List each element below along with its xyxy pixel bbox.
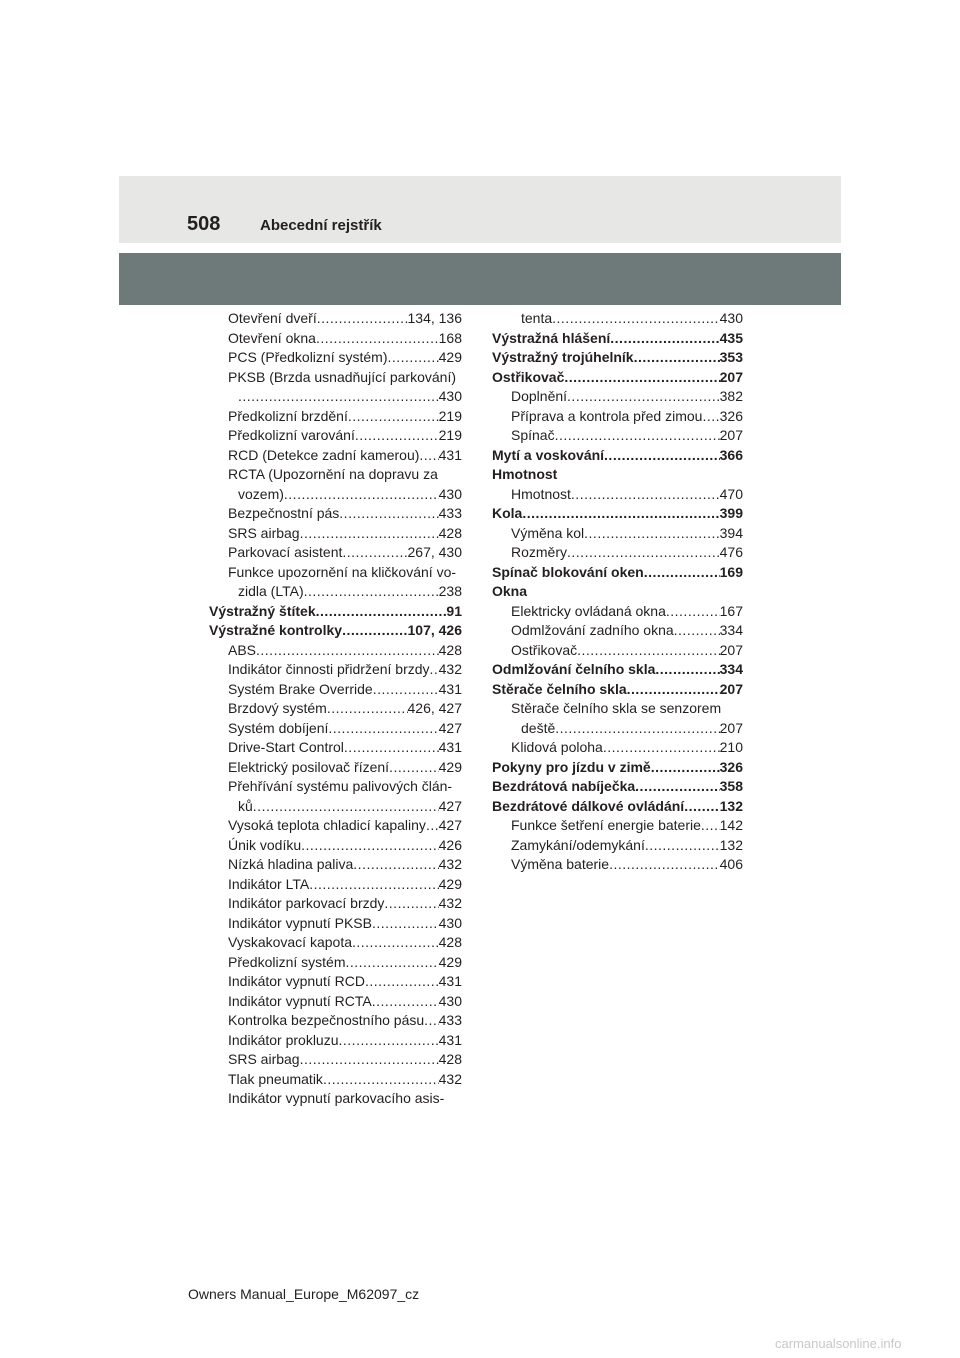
dot-leader: [645, 836, 720, 856]
index-entry-page: 399: [719, 505, 743, 521]
index-entry-label: Otevření dveří: [228, 310, 317, 326]
index-entry-page: 428: [438, 524, 462, 541]
dot-leader: [684, 797, 719, 817]
index-entry-page: 430: [438, 485, 462, 502]
index-entry-page: 210: [719, 739, 743, 755]
index-entry-page: 432: [438, 661, 462, 677]
index-entry-page: 429: [438, 758, 462, 775]
index-column-right: [492, 309, 743, 875]
index-entry: [209, 582, 462, 602]
index-entry-label: Ostřikovač: [511, 641, 578, 658]
index-entry-label: Příprava a kontrola před zimou: [511, 407, 703, 424]
dot-leader: [316, 602, 447, 622]
index-entry-label: Pokyny pro jízdu v zimě: [492, 758, 651, 775]
index-entry-label: Systém Brake Override: [228, 680, 373, 697]
index-entry: [492, 602, 743, 622]
index-entry: [209, 504, 462, 524]
index-entry-label: ABS: [228, 641, 257, 658]
index-entry: [209, 680, 462, 700]
index-entry-label: tenta: [521, 310, 553, 326]
index-entry-label: Indikátor vypnutí RCD: [228, 973, 365, 989]
index-entry: [492, 641, 743, 661]
dot-leader: [339, 1031, 439, 1051]
index-entry: [209, 992, 462, 1012]
index-entry-page: 207: [719, 680, 743, 697]
index-entry-label: Indikátor vypnutí PKSB: [228, 914, 372, 931]
dot-leader: [342, 543, 407, 563]
index-entry-page: 431: [438, 739, 462, 755]
dot-leader: [666, 602, 720, 622]
index-entry-page: 394: [719, 524, 743, 541]
index-entry-label: Elektricky ovládaná okna: [511, 602, 666, 619]
dot-leader: [304, 582, 439, 602]
watermark: carmanualsonline.info: [775, 1336, 902, 1351]
index-entry-page: 219: [438, 427, 462, 443]
index-entry-page: 207: [719, 719, 743, 736]
index-entry-page: 426: [438, 836, 462, 853]
index-entry-page: 427: [438, 797, 462, 814]
index-entry-page: 428: [438, 641, 462, 658]
index-heading-text: Funkce upozornění na kličkování vo-: [228, 563, 457, 580]
index-entry-label: Tlak pneumatik: [228, 1070, 323, 1087]
index-entry: [209, 1011, 462, 1031]
dot-leader: [555, 426, 720, 446]
index-entry: [492, 738, 743, 758]
dot-leader: [674, 621, 720, 641]
index-entry: [209, 758, 462, 778]
dot-leader: [345, 953, 438, 973]
index-entry-label: PCS (Předkolizní systém): [228, 349, 388, 365]
index-entry: [209, 426, 462, 446]
index-entry-page: 334: [719, 622, 743, 638]
index-entry-label: Indikátor vypnutí RCTA: [228, 992, 372, 1009]
index-entry-page: 334: [719, 661, 743, 677]
index-entry-label: Odmlžování zadního okna: [511, 622, 674, 638]
index-entry: [492, 563, 743, 583]
index-entry-label: SRS airbag: [228, 524, 300, 541]
index-entry-label: Bezpečnostní pás: [228, 505, 340, 521]
index-entry-label: Únik vodíku: [228, 836, 302, 853]
index-entry-page: 432: [438, 1070, 462, 1087]
index-entry-page: 238: [438, 583, 462, 599]
index-entry-label: RCD (Detekce zadní kamerou): [228, 446, 420, 463]
dot-leader: [389, 758, 439, 778]
index-entry: [209, 719, 462, 739]
index-entry-label: Kontrolka bezpečnostního pásu: [228, 1012, 425, 1028]
index-entry-label: SRS airbag: [228, 1051, 300, 1067]
index-entry-label: Předkolizní varování: [228, 427, 355, 443]
index-entry: [209, 1070, 462, 1090]
dot-leader: [651, 758, 720, 778]
index-entry-page: 430: [438, 992, 462, 1009]
index-entry-page: 430: [438, 388, 462, 404]
index-entry: [209, 641, 462, 661]
dot-leader: [309, 875, 438, 895]
index-heading-text: RCTA (Upozornění na dopravu za: [228, 466, 438, 482]
index-entry-page: 429: [438, 349, 462, 365]
index-entry-page: 326: [719, 407, 743, 424]
index-entry-label: Doplnění: [511, 388, 568, 404]
index-entry: [209, 660, 462, 680]
index-entry: [492, 387, 743, 407]
index-entry-page: 427: [438, 719, 462, 736]
index-entry-label: Indikátor prokluzu: [228, 1031, 339, 1048]
index-entry: [492, 660, 743, 680]
index-entry-page: 433: [438, 1012, 462, 1028]
index-entry: [492, 543, 743, 563]
index-entry-page: 169: [719, 563, 743, 580]
index-entry-label: Ostřikovač: [492, 368, 565, 385]
index-entry-label: Rozměry: [511, 544, 568, 560]
index-entry-label: Systém dobíjení: [228, 719, 329, 736]
index-entry-label: Výstražná hlášení: [492, 329, 611, 346]
dot-leader: [555, 719, 719, 739]
dot-leader: [344, 738, 439, 758]
index-entry-label: Nízká hladina paliva: [228, 856, 354, 872]
index-entry: [209, 348, 462, 368]
dot-leader: [238, 387, 439, 407]
index-entry-page: 358: [719, 778, 743, 794]
dot-leader: [584, 524, 719, 544]
dot-leader: [384, 894, 438, 914]
dot-leader: [426, 816, 439, 836]
index-entry: [492, 524, 743, 544]
index-entry-label: Stěrače čelního skla: [492, 680, 627, 697]
dot-leader: [284, 485, 439, 505]
dot-leader: [355, 426, 439, 446]
index-entry: [492, 368, 743, 388]
index-entry: [209, 407, 462, 427]
index-entry-page: 142: [719, 817, 743, 833]
index-entry-page: 219: [438, 407, 462, 424]
index-heading-text: Hmotnost: [492, 466, 558, 482]
index-heading-text: Stěrače čelního skla se senzorem: [511, 700, 722, 716]
index-entry: [492, 680, 743, 700]
dot-leader: [424, 1011, 439, 1031]
index-entry-label: Otevření okna: [228, 329, 316, 346]
dot-leader: [609, 855, 720, 875]
index-entry-label: Indikátor činnosti přidržení brzdy: [228, 661, 430, 677]
dot-leader: [253, 797, 439, 817]
index-entry: [492, 504, 743, 524]
dot-leader: [604, 446, 720, 466]
index-entry-label: Indikátor parkovací brzdy: [228, 895, 385, 911]
index-entry: [209, 1050, 462, 1070]
index-entry: [492, 446, 743, 466]
dot-leader: [301, 836, 438, 856]
index-entry: [209, 953, 462, 973]
index-entry: [209, 1031, 462, 1051]
index-heading-text: Přehřívání systému palivových člán-: [228, 778, 453, 794]
index-column-left: [209, 309, 462, 1109]
dot-leader: [644, 563, 720, 583]
dot-leader: [323, 1070, 439, 1090]
index-entry-label: Spínač: [511, 427, 555, 443]
index-entry-page: 476: [719, 544, 743, 560]
index-entry-page: 431: [438, 1031, 462, 1048]
index-entry: [209, 543, 462, 563]
header-bar: [119, 176, 841, 243]
index-entry-page: 432: [438, 856, 462, 872]
index-entry: [209, 933, 462, 953]
index-entry: [209, 894, 462, 914]
index-entry-label: Zamykání/odemykání: [511, 836, 645, 853]
index-entry: [492, 855, 743, 875]
dot-leader: [339, 504, 438, 524]
index-heading-text: Indikátor vypnutí parkovacího asis-: [228, 1090, 445, 1106]
index-entry-page: 132: [719, 797, 743, 814]
dot-leader: [627, 680, 720, 700]
index-entry-label: Bezdrátová nabíječka: [492, 778, 636, 794]
index-entry-label: Funkce šetření energie baterie: [511, 817, 701, 833]
dot-leader: [342, 621, 407, 641]
dot-leader: [430, 660, 439, 680]
index-entry: [209, 836, 462, 856]
index-entry-page: 428: [438, 934, 462, 950]
index-entry-label: Vyskakovací kapota: [228, 934, 352, 950]
index-entry-label: Bezdrátové dálkové ovládání: [492, 797, 685, 814]
dot-leader: [571, 485, 720, 505]
dot-leader: [373, 680, 439, 700]
dot-leader: [577, 641, 720, 661]
index-entry-label: Elektrický posilovač řízení: [228, 758, 390, 775]
index-entry-label: Vysoká teplota chladicí kapaliny: [228, 817, 426, 833]
dot-leader: [353, 855, 438, 875]
dot-leader: [256, 641, 439, 661]
index-entry-label: Kola: [492, 505, 523, 521]
index-entry: [492, 348, 743, 368]
index-entry-page: 431: [438, 446, 462, 463]
index-entry-page: 429: [438, 953, 462, 970]
index-entry: [209, 329, 462, 349]
index-entry-label: Výstražné kontrolky: [209, 622, 343, 638]
index-entry-page: 91: [446, 602, 462, 619]
dot-leader: [522, 504, 719, 524]
index-entry-label: zidla (LTA): [238, 583, 304, 599]
index-entry: [209, 309, 462, 329]
index-entry-page: 107, 426: [407, 622, 462, 638]
index-entry-label: Předkolizní brzdění: [228, 407, 348, 424]
index-entry: [209, 446, 462, 466]
index-entry-label: Předkolizní systém: [228, 953, 346, 970]
dot-leader: [552, 309, 720, 329]
dot-leader: [702, 407, 719, 427]
index-entry-page: 430: [719, 310, 743, 326]
index-entry: [492, 426, 743, 446]
index-entry: [209, 914, 462, 934]
index-entry: [492, 797, 743, 817]
index-entry-label: Drive-Start Control: [228, 739, 344, 755]
dot-leader: [701, 816, 720, 836]
index-entry-page: 134, 136: [407, 310, 462, 326]
index-entry-label: Indikátor LTA: [228, 875, 310, 892]
dot-leader: [419, 446, 438, 466]
index-entry-page: 429: [438, 875, 462, 892]
dot-leader: [300, 524, 439, 544]
index-heading-text: PKSB (Brzda usnadňující parkování): [228, 368, 457, 385]
dot-leader: [317, 309, 408, 329]
page-number: 508: [187, 213, 221, 235]
index-entry: [492, 329, 743, 349]
dot-leader: [328, 719, 438, 739]
index-entry: [209, 485, 462, 505]
dot-leader: [567, 543, 720, 563]
index-entry-page: 353: [719, 349, 743, 365]
dot-leader: [655, 660, 719, 680]
index-entry: [209, 524, 462, 544]
index-entry-page: 431: [438, 680, 462, 697]
index-entry-page: 431: [438, 973, 462, 989]
index-entry-label: Spínač blokování oken: [492, 563, 644, 580]
index-entry-label: Výměna baterie: [511, 856, 610, 872]
dot-leader: [300, 1050, 439, 1070]
dot-leader: [316, 329, 439, 349]
index-entry: [209, 816, 462, 836]
index-entry: [209, 875, 462, 895]
index-entry: [492, 719, 743, 739]
footer-manual-id: Owners Manual_Europe_M62097_cz: [188, 1286, 420, 1302]
index-entry-page: 406: [719, 856, 743, 872]
dot-leader: [610, 329, 719, 349]
index-entry-page: 207: [719, 641, 743, 658]
index-entry-page: 470: [719, 485, 743, 502]
index-entry: [492, 407, 743, 427]
index-entry-page: 167: [719, 602, 743, 619]
index-entry-page: 435: [719, 329, 743, 346]
index-entry-label: Brzdový systém: [228, 700, 327, 716]
index-entry-page: 432: [438, 895, 462, 911]
index-entry-label: Hmotnost: [511, 485, 571, 502]
index-entry: [492, 758, 743, 778]
dot-leader: [365, 972, 439, 992]
index-entry-label: vozem): [238, 485, 284, 502]
index-entry-page: 168: [438, 329, 462, 346]
section-title: Abecední rejstřík: [260, 217, 382, 234]
index-entry-label: Výstražný štítek: [209, 602, 316, 619]
index-entry: [492, 485, 743, 505]
index-entry: [209, 972, 462, 992]
index-entry-page: 366: [719, 446, 743, 463]
index-entry-page: 427: [438, 817, 462, 833]
dot-leader: [348, 407, 439, 427]
dot-leader: [567, 387, 720, 407]
index-entry: [209, 738, 462, 758]
dot-leader: [603, 738, 720, 758]
index-entry: [492, 309, 743, 329]
index-entry: [209, 699, 462, 719]
index-entry-label: Výstražný trojúhelník: [492, 349, 634, 365]
dot-leader: [327, 699, 408, 719]
index-entry: [209, 621, 462, 641]
index-entry-label: Odmlžování čelního skla: [492, 661, 656, 677]
index-entry: [492, 836, 743, 856]
index-entry-page: 433: [438, 505, 462, 521]
dot-leader: [564, 368, 719, 388]
index-entry-page: 426, 427: [407, 700, 462, 716]
dot-leader: [372, 992, 439, 1012]
index-entry: [209, 387, 462, 407]
dot-leader: [635, 777, 719, 797]
index-entry: [492, 621, 743, 641]
index-entry-label: deště: [521, 719, 556, 736]
index-entry-label: Výměna kol: [511, 524, 585, 541]
index-entry-page: 326: [719, 758, 743, 775]
index-entry: [209, 855, 462, 875]
dot-leader: [352, 933, 439, 953]
index-heading-text: Okna: [492, 583, 528, 599]
index-entry: [209, 602, 462, 622]
index-entry-page: 132: [719, 836, 743, 853]
index-entry-page: 207: [719, 427, 743, 443]
index-entry-page: 267, 430: [407, 544, 462, 560]
index-entry-page: 382: [719, 388, 743, 404]
index-entry: [492, 816, 743, 836]
index-entry-label: Mytí a voskování: [492, 446, 605, 463]
index-entry-page: 428: [438, 1051, 462, 1067]
index-entry-label: Klidová poloha: [511, 739, 603, 755]
dot-leader: [372, 914, 439, 934]
dot-leader: [634, 348, 720, 368]
index-entry-page: 430: [438, 914, 462, 931]
index-entry-label: Parkovací asistent: [228, 544, 343, 560]
index-entry-label: ků: [238, 797, 253, 814]
dot-leader: [387, 348, 438, 368]
index-entry-page: 207: [719, 368, 743, 385]
index-entry: [209, 797, 462, 817]
index-entry: [492, 777, 743, 797]
header-band: [119, 253, 841, 305]
